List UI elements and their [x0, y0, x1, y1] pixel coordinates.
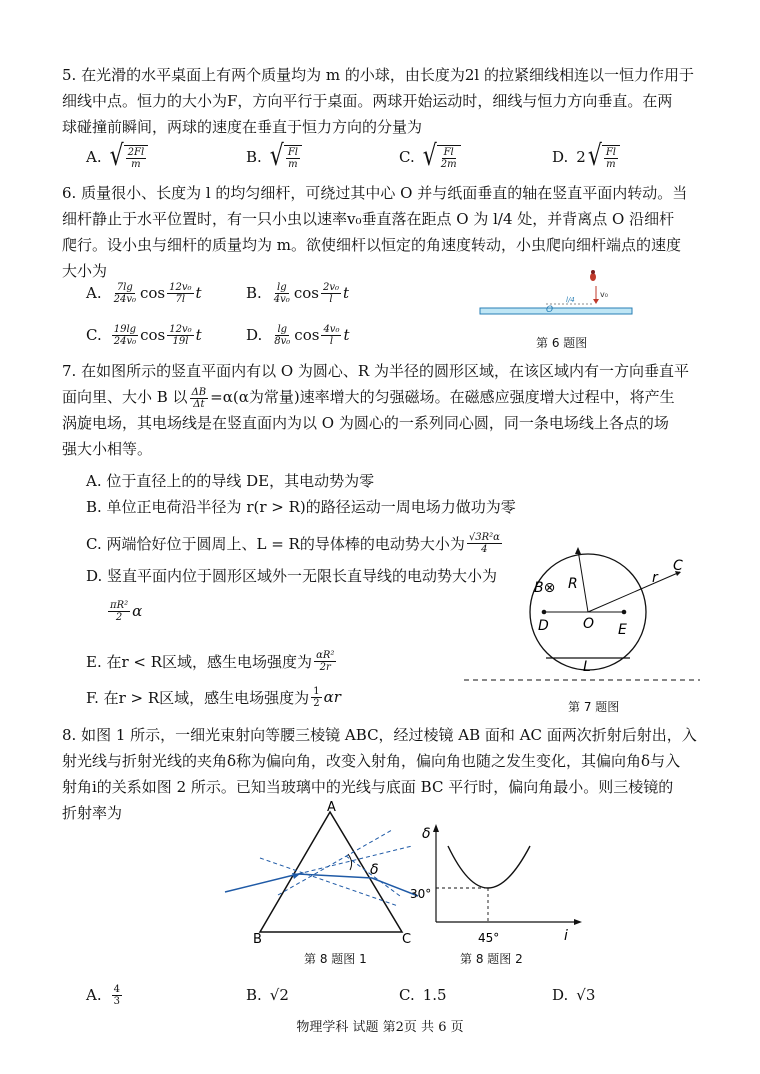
q7-option-f: F. 在r > R区域，感生电场强度为 $\frac{1}{2}$ αr	[86, 685, 341, 709]
q5-option-b: B. √ $\frac{Fl}{m}$	[246, 140, 302, 174]
q7-option-a: A. 位于直径上的的导线 DE，其电动势为零	[86, 472, 375, 490]
bug-icon	[590, 270, 596, 281]
svg-text:D: D	[538, 618, 549, 634]
q5-option-a: A. √ $\frac{2Fl}{m}$	[86, 140, 148, 174]
q8-line3: 射角i的关系如图 2 所示。已知当玻璃中的光线与底面 BC 平行时，偏向角最小。则三棱镜的	[62, 778, 674, 796]
q5-line3: 球碰撞前瞬间，两球的速度在垂直于恒力方向的分量为	[62, 118, 423, 136]
q7-option-c: C. 两端恰好位于圆周上、L = R的导体棒的电动势大小为 $\frac{\text{√3R²α}}{4}$	[86, 531, 500, 555]
svg-text:C: C	[402, 932, 412, 946]
q7-line4: 强大小相等。	[62, 440, 153, 458]
figure-7	[462, 538, 702, 688]
thin-rod	[480, 308, 632, 314]
svg-text:R: R	[568, 576, 578, 592]
svg-text:B⊗: B⊗	[534, 580, 556, 596]
fig6-label-v: v₀	[600, 290, 608, 299]
q5-options	[86, 140, 726, 174]
fig6-caption: 第 6 题图	[536, 336, 588, 350]
q8-line4: 折射率为	[62, 804, 123, 822]
q5-option-c: C. √ $\frac{Fl}{2m}$	[399, 140, 461, 174]
q8-option-c: C. 1.5	[399, 986, 447, 1004]
q5-option-d: D. 2 √ $\frac{Fl}{m}$	[552, 140, 620, 174]
figure-8-2	[410, 822, 590, 946]
q7-option-e: E. 在r < R区域，感生电场强度为 $\frac{\text{αR²}}{2r}$	[86, 649, 335, 673]
q6-line1: 6. 质量很小、长度为 l 的均匀细杆，可绕过其中心 O 并与纸面垂直的轴在竖直平面内转动。当	[62, 184, 688, 202]
svg-text:B: B	[253, 932, 262, 946]
q5-line1: 5. 在光滑的水平桌面上有两个质量均为 m 的小球，由长度为2l 的拉紧细线相连以一恒力作用于	[62, 66, 694, 84]
q8-option-a: A. $\frac{4}{3}$	[86, 983, 120, 1007]
svg-text:δ: δ	[422, 826, 431, 842]
q8-option-d: D. √3	[552, 986, 596, 1004]
fig7-caption: 第 7 题图	[568, 700, 620, 714]
q6-option-a: A. $\frac{7\lg}{\text{24v₀}}$ cos $\frac{\text{12v₀}}{7l}$ t	[86, 281, 202, 305]
page-footer: 物理学科 试题 第2页 共 6 页	[296, 1020, 464, 1035]
svg-text:r: r	[652, 570, 658, 586]
q6-line4: 大小为	[62, 262, 108, 280]
figure-8-1	[220, 800, 420, 946]
svg-text:30°: 30°	[410, 887, 432, 901]
svg-text:45°: 45°	[478, 931, 500, 945]
svg-text:δ: δ	[370, 862, 379, 878]
question-5	[62, 62, 702, 140]
q6-option-d: D. $\frac{\lg}{\text{8v₀}}$ cos $\frac{\text{4v₀}}{l}$ t	[246, 323, 350, 347]
q7-line1: 7. 在如图所示的竖直平面内有以 O 为圆心、R 为半径的圆形区域，在该区域内有一方向垂直平	[62, 362, 689, 380]
deviation-curve	[448, 846, 530, 888]
q6-option-b: B. $\frac{\lg}{\text{4v₀}}$ cos $\frac{\text{2v₀}}{l}$ t	[246, 281, 350, 305]
q6-option-c: C. $\frac{19\lg}{\text{24v₀}}$ cos $\frac{\text{12v₀}}{19l}$ t	[86, 323, 202, 347]
q8-options	[86, 978, 726, 1012]
q6-line2: 细杆静止于水平位置时，有一只小虫以速率v₀垂直落在距点 O 为 l/4 处，并背离点 O 沿细杆	[62, 210, 675, 228]
fig6-label-l4: l/4	[566, 296, 575, 304]
question-7	[62, 358, 702, 462]
q5-line2: 细线中点。恒力的大小为F，方向平行于桌面。两球开始运动时，细线与恒力方向垂直。在两	[62, 92, 673, 110]
svg-text:O: O	[583, 616, 595, 632]
q7-options	[86, 468, 526, 520]
q7-line2: 面向里、大小 B 以 $\frac{\Delta B}{\Delta t}$ =α(α为常量)速率增大的匀强磁场。在磁感应强度增大过程中，将产生	[62, 386, 675, 410]
q8-option-b: B. √2	[246, 986, 289, 1004]
q8-line2: 射光线与折射光线的夹角δ称为偏向角，改变入射角，偏向角也随之发生变化，其偏向角δ与入	[62, 752, 681, 770]
q7-option-d: D. 竖直平面内位于圆形区域外一无限长直导线的电动势大小为	[86, 567, 498, 585]
prism-abc	[260, 812, 402, 932]
svg-text:E: E	[618, 622, 627, 638]
svg-text:A: A	[327, 800, 336, 815]
q7-line3: 涡旋电场，其电场线是在竖直面内为以 O 为圆心的一系列同心圆，同一条电场线上各点的场	[62, 414, 669, 432]
fig8-1-caption: 第 8 题图 1	[304, 952, 367, 966]
q6-line3: 爬行。设小虫与细杆的质量均为 m。欲使细杆以恒定的角速度转动，小虫爬向细杆端点的速度	[62, 236, 681, 254]
q7-option-d-formula: $\frac{\text{πR²}}{2}$ α	[110, 599, 143, 623]
figure-6	[476, 268, 636, 324]
q8-line1: 8. 如图 1 所示，一细光束射向等腰三棱镜 ABC，经过棱镜 AB 面和 AC 面两次折射后射出，入	[62, 726, 697, 744]
svg-text:C: C	[673, 558, 683, 574]
svg-text:i: i	[564, 928, 568, 944]
q7-option-b: B. 单位正电荷沿半径为 r(r > R)的路径运动一周电场力做功为零	[86, 498, 516, 516]
fig8-2-caption: 第 8 题图 2	[460, 952, 523, 966]
fig6-label-o: O	[546, 305, 554, 315]
svg-text:L: L	[583, 659, 591, 675]
